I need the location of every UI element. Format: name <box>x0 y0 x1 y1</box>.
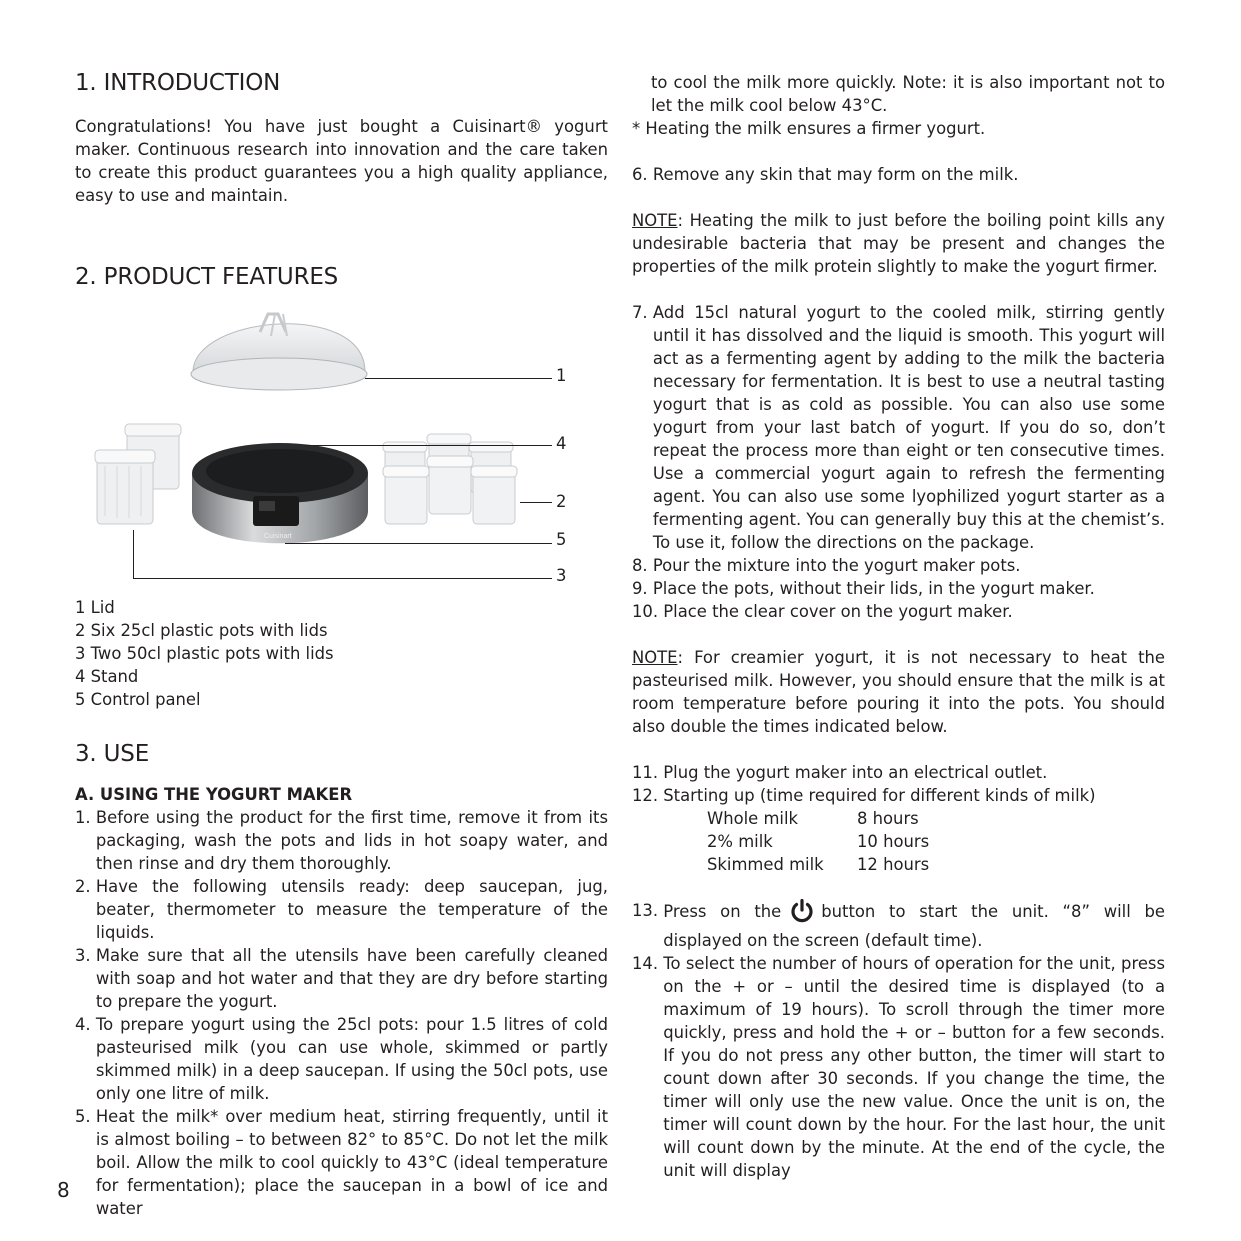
step-text <box>663 899 1165 952</box>
product-figure <box>75 306 608 585</box>
power-icon <box>789 899 815 929</box>
yogurt-maker-illustration <box>75 306 608 568</box>
steps-right <box>632 301 1165 623</box>
lid-illustration <box>191 314 367 390</box>
step-item <box>75 1105 608 1220</box>
page-number: 8 <box>57 1178 70 1202</box>
milk-type: Skimmed milk <box>707 855 824 874</box>
step-text: Make sure that all the utensils have been carefully cleaned with soap and hot water and that they are dry before starting to prepare the yogurt. <box>95 946 608 1011</box>
leader-line-4 <box>305 445 552 446</box>
milk-type: 2% milk <box>707 832 773 851</box>
note-1 <box>632 209 1165 278</box>
leader-line-5 <box>285 543 552 544</box>
features-list <box>75 596 608 711</box>
step-number: 1. <box>75 808 96 827</box>
milk-time: 10 hours <box>857 832 930 851</box>
note-2 <box>632 646 1165 738</box>
step-item <box>632 600 1165 623</box>
step-item <box>75 806 608 875</box>
step-text: Add 15cl natural yogurt to the cooled milk, stirring gently until it has dissolved and the liquid is smooth. This yogurt will act as a fermenting agent by adding to the milk the bacteria necessary for fermentation. It is best to use a neutral tasting yogurt that is as cold as possible. You can also use some yogurt from your last batch of yogurt. If you do so, don’t repeat the process more than eight or ten consecutive times. Use a commercial yogurt again to refresh the fermenting agent. You can also use some lyophilized yogurt starter as a fermenting agent. You can generally buy this at the chemist’s. To use it, follow the directions on the package. <box>652 303 1165 552</box>
list-item: 2 Six 25cl plastic pots with lids <box>75 621 328 640</box>
device-brand: Cuisinart <box>264 533 292 540</box>
step-13 <box>632 899 1165 952</box>
features-heading: 2. PRODUCT FEATURES <box>75 264 339 290</box>
right-column <box>632 71 1165 1182</box>
milk-times-table <box>707 807 929 876</box>
step-text: Heat the milk* over medium heat, stirring frequently, until it is almost boiling – to between 82° to 85°C. Do not let the milk boil. Allow the milk to cool quickly to 43°C (ideal temperature for fermentation); place the saucepan in a bowl of ice and water <box>95 1107 608 1218</box>
footnote: * Heating the milk ensures a firmer yogurt. <box>632 119 986 138</box>
step13-after: button to start the unit. “8” will be displayed on the screen (default time). <box>663 902 1165 950</box>
step5-continued: to cool the milk more quickly. Note: it is also important not to let the milk cool below 43°C. <box>651 73 1165 115</box>
leader-line-1 <box>365 378 552 379</box>
step-6: 6. Remove any skin that may form on the milk. <box>632 165 1019 184</box>
note-text: : For creamier yogurt, it is not necessary to heat the pasteurised milk. However, you should ensure that the milk is at room temperature before pouring it into the pots. You should also double the times indicated below. <box>632 648 1165 736</box>
use-heading: 3. USE <box>75 741 150 767</box>
step-item <box>632 577 1165 600</box>
callout-4: 4 <box>556 434 567 453</box>
step-14 <box>632 952 1165 1182</box>
list-item: 3 Two 50cl plastic pots with lids <box>75 644 334 663</box>
milk-type: Whole milk <box>707 809 799 828</box>
step13-before: Press on the <box>663 902 782 921</box>
table-row <box>707 807 929 830</box>
intro-text: Congratulations! You have just bought a Cuisinart® yogurt maker. Continuous research into innovation and the care taken to create this product guarantees you a high quality appliance, easy to use and maintain. <box>75 117 608 205</box>
intro-heading: 1. INTRODUCTION <box>75 70 281 96</box>
step-item <box>632 301 1165 554</box>
steps-left <box>75 806 608 1220</box>
step-number: 13. <box>632 901 664 920</box>
base-illustration <box>192 443 368 543</box>
step-11: 11. Plug the yogurt maker into an electrical outlet. <box>632 763 1048 782</box>
step-text: Pour the mixture into the yogurt maker pots. <box>652 556 1021 575</box>
small-pots-illustration <box>383 434 517 524</box>
table-row <box>707 830 929 853</box>
callout-5: 5 <box>556 530 567 549</box>
leader-line-3-vertical <box>133 530 134 578</box>
milk-time: 8 hours <box>857 809 919 828</box>
step-item <box>75 875 608 944</box>
leader-line-2 <box>520 502 552 503</box>
use-subheading: A. USING THE YOGURT MAKER <box>75 785 353 804</box>
step-number: 5. <box>75 1107 96 1126</box>
step-number: 10. <box>632 602 664 621</box>
step-item <box>75 944 608 1013</box>
step-text: Place the pots, without their lids, in the yogurt maker. <box>652 579 1095 598</box>
step-item <box>632 554 1165 577</box>
large-pots-illustration <box>95 424 181 524</box>
step-text: To select the number of hours of operation for the unit, press on the + or – until the desired time is displayed (to a maximum of 19 hours). To scroll through the timer more quickly, press and hold the + or – button for a few seconds. If you do not press any other button, the timer will start to count down after 30 seconds. If you change the time, the timer will only use the new value. Once the unit is on, the timer will count down by the hour. For the last hour, the unit will count down by the minute. At the end of the cycle, the unit will display <box>663 954 1165 1180</box>
callout-3: 3 <box>556 566 567 585</box>
step-12: 12. Starting up (time required for different kinds of milk) <box>632 786 1096 805</box>
list-item: 1 Lid <box>75 598 115 617</box>
note-label: NOTE <box>632 211 678 230</box>
list-item: 4 Stand <box>75 667 139 686</box>
left-column <box>75 68 608 1220</box>
step-item <box>75 1013 608 1105</box>
step-text: To prepare yogurt using the 25cl pots: pour 1.5 litres of cold pasteurised milk (you can use whole, skimmed or partly skimmed milk) in a deep saucepan. If using the 50cl pots, use only one litre of milk. <box>95 1015 608 1103</box>
note-label: NOTE <box>632 648 678 667</box>
step-number: 7. <box>632 303 653 322</box>
step-number: 14. <box>632 954 664 973</box>
step-number: 9. <box>632 579 653 598</box>
step-number: 4. <box>75 1015 96 1034</box>
list-item: 5 Control panel <box>75 690 201 709</box>
milk-time: 12 hours <box>857 855 930 874</box>
step-text: Place the clear cover on the yogurt maker. <box>663 602 1013 621</box>
callout-1: 1 <box>556 366 567 385</box>
step-number: 8. <box>632 556 653 575</box>
step-text: Have the following utensils ready: deep saucepan, jug, beater, thermometer to measure the temperature of the liquids. <box>95 877 608 942</box>
step-text: Before using the product for the first time, remove it from its packaging, wash the pots and lids in hot soapy water, and then rinse and dry them thoroughly. <box>95 808 608 873</box>
callout-2: 2 <box>556 492 567 511</box>
table-row <box>707 853 929 876</box>
leader-line-3 <box>133 578 552 579</box>
step-number: 3. <box>75 946 96 965</box>
step-number: 2. <box>75 877 96 896</box>
note-text: : Heating the milk to just before the boiling point kills any undesirable bacteria that may be present and changes the properties of the milk protein slightly to make the yogurt firmer. <box>632 211 1165 276</box>
